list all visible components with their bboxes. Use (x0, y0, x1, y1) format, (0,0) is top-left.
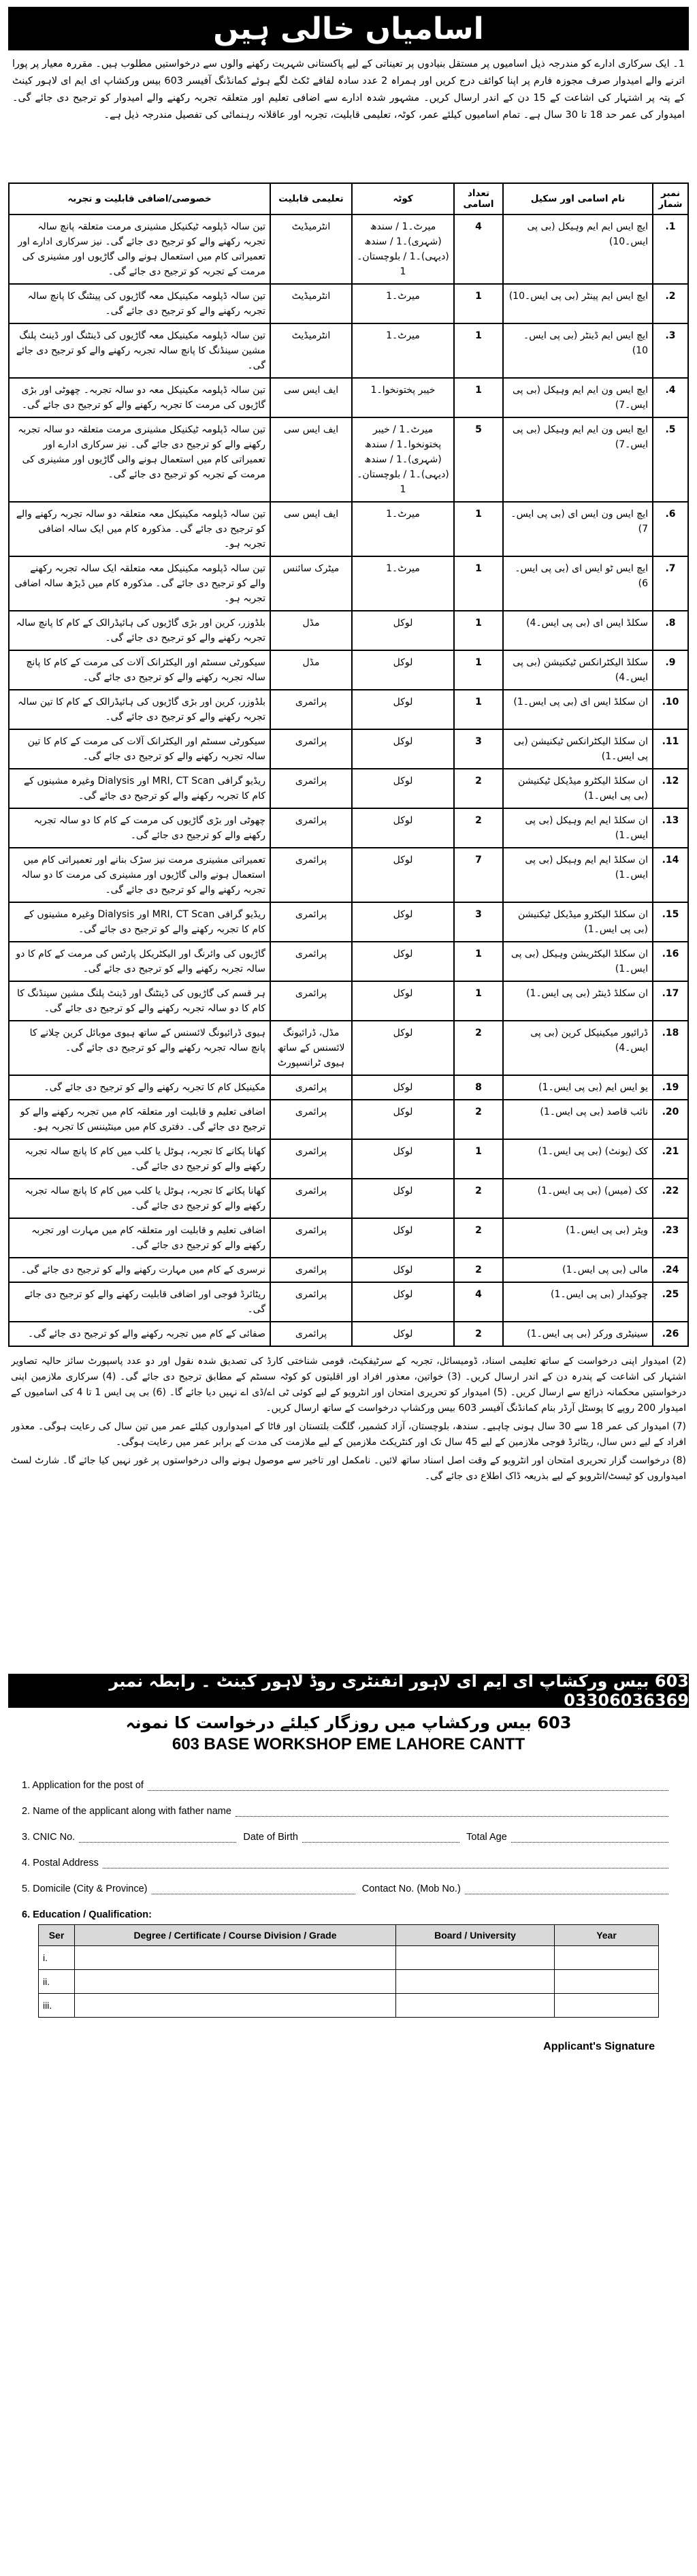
serial-cell: 7. (653, 556, 688, 611)
qualification-cell: پرائمری (270, 1075, 352, 1100)
post-cell: ان سکلڈ الیکٹرو میڈیکل ٹیکنیشن (بی پی ایس۔1) (503, 769, 653, 808)
table-row (9, 556, 688, 611)
post-cell: سکلڈ الیکٹرانکس ٹیکنیشن (بی پی ایس۔4) (503, 650, 653, 690)
post-cell: یو ایس ایم (بی پی ایس۔1) (503, 1075, 653, 1100)
quantity-cell: 2 (454, 1258, 503, 1282)
quota-cell: لوکل (352, 650, 454, 690)
table-row (9, 1100, 688, 1139)
quantity-cell: 3 (454, 902, 503, 942)
quota-cell: لوکل (352, 942, 454, 981)
quota-cell: میرٹ۔1 (352, 323, 454, 378)
edu-year-cell[interactable] (555, 1946, 659, 1970)
edu-degree-cell[interactable] (75, 1946, 396, 1970)
post-cell: نائب قاصد (بی پی ایس۔1) (503, 1100, 653, 1139)
education-label: 6. Education / Qualification: (22, 1909, 152, 1920)
contact-label: Contact No. (Mob No.) (361, 1883, 461, 1894)
serial-cell: 18. (653, 1021, 688, 1075)
application-form (8, 1765, 689, 2053)
table-row (9, 502, 688, 556)
edu-degree-cell[interactable] (75, 1994, 396, 2018)
experience-cell: تین سالہ ڈپلومہ مکینیکل معہ گاڑیوں کی پینٹنگ کا پانچ سالہ تجربہ رکھنے والے کو ترجیح دی جائے گی۔ (9, 284, 270, 323)
table-row (9, 1218, 688, 1258)
quantity-cell: 5 (454, 417, 503, 502)
serial-cell: 24. (653, 1258, 688, 1282)
edu-header-year: Year (555, 1925, 659, 1946)
table-row (9, 417, 688, 502)
quantity-cell: 1 (454, 690, 503, 729)
table-row (9, 981, 688, 1021)
experience-cell: ریٹائرڈ فوجی اور اضافی قابلیت رکھنے والے کو ترجیح دی جائے گی۔ (9, 1282, 270, 1322)
table-row (9, 690, 688, 729)
serial-cell: 1. (653, 214, 688, 284)
quantity-cell: 3 (454, 729, 503, 769)
qualification-cell: پرائمری (270, 690, 352, 729)
experience-cell: تعمیراتی مشینری مرمت نیز سڑک بنانے اور تعمیراتی کام میں استعمال ہونے والی گاڑیوں اور مشینری کی مرمت کا دو سالہ تجربہ رکھنے والے کو ترجیح دی جائے گی۔ (9, 848, 270, 902)
post-cell: مالی (بی پی ایس۔1) (503, 1258, 653, 1282)
header-post: نام اسامی اور سکیل (503, 183, 653, 214)
table-row (9, 1139, 688, 1179)
quantity-cell: 2 (454, 1218, 503, 1258)
qualification-cell: پرائمری (270, 942, 352, 981)
table-row (9, 611, 688, 650)
name-field[interactable] (236, 1805, 668, 1817)
serial-cell: 4. (653, 378, 688, 417)
experience-cell: کھانا پکانے کا تجربہ، ہوٹل یا کلب میں کام کا پانچ سالہ تجربہ رکھنے والے کو ترجیح دی جائے گی۔ (9, 1139, 270, 1179)
experience-cell: ریڈیو گرافی MRI, CT Scan اور Dialysis وغیرہ مشینوں کے کام کا تجربہ رکھنے والے کو ترجیح دی جائے گی۔ (9, 769, 270, 808)
edu-ser: i. (39, 1946, 75, 1970)
post-field[interactable] (148, 1779, 668, 1791)
quota-cell: لوکل (352, 1218, 454, 1258)
post-cell: ان سکلڈ الیکٹرانکس ٹیکنیشن (بی پی ایس۔1) (503, 729, 653, 769)
qualification-cell: انٹرمیڈیٹ (270, 323, 352, 378)
experience-cell: اضافی تعلیم و قابلیت اور متعلقہ کام میں مہارت اور تجربہ رکھنے والے کو ترجیح دی جائے گی۔ (9, 1218, 270, 1258)
edu-board-cell[interactable] (396, 1970, 555, 1994)
quota-cell: میرٹ۔1 (352, 502, 454, 556)
quota-cell: لوکل (352, 848, 454, 902)
table-row (9, 769, 688, 808)
post-cell: ایچ ایس ون ایم ایم وہیکل (بی پی ایس۔7) (503, 417, 653, 502)
qualification-cell: پرائمری (270, 1282, 352, 1322)
serial-cell: 3. (653, 323, 688, 378)
qualification-cell: میٹرک سائنس (270, 556, 352, 611)
serial-cell: 22. (653, 1179, 688, 1218)
quota-cell: میرٹ۔1 (352, 556, 454, 611)
quantity-cell: 2 (454, 1021, 503, 1075)
table-row (9, 284, 688, 323)
post-cell: ان سکلڈ الیکٹریشن وہیکل (بی پی ایس۔1) (503, 942, 653, 981)
post-cell: ان سکلڈ الیکٹرو میڈیکل ٹیکنیشن (بی پی ایس۔1) (503, 902, 653, 942)
name-label: 2. Name of the applicant along with father name (22, 1806, 231, 1817)
table-header-row (9, 183, 688, 214)
contact-banner: 603 بیس ورکشاپ ای ایم ای لاہور انفنٹری روڈ لاہور کینٹ ۔ رابطہ نمبر 03306036369 (8, 1674, 689, 1708)
serial-cell: 25. (653, 1282, 688, 1322)
post-cell: ویٹر (بی پی ایس۔1) (503, 1218, 653, 1258)
table-row (9, 1282, 688, 1322)
quota-cell: لوکل (352, 1258, 454, 1282)
quantity-cell: 1 (454, 981, 503, 1021)
table-row (9, 902, 688, 942)
header-quota: کوٹہ (352, 183, 454, 214)
qualification-cell: ایف ایس سی (270, 502, 352, 556)
experience-cell: تین سالہ ڈپلومہ مکینیکل معہ متعلقہ ایک سالہ تجربہ رکھنے والے کو ترجیح دی جائے گی۔ مذکورہ کام میں ڈیڑھ سالہ اضافی تجربہ ہو۔ (9, 556, 270, 611)
advertisement-page (8, 7, 689, 2560)
post-cell: ایچ ایس ایم ایم وہیکل (بی پی ایس۔10) (503, 214, 653, 284)
education-row (39, 1970, 659, 1994)
qualification-cell: ایف ایس سی (270, 417, 352, 502)
quantity-cell: 1 (454, 611, 503, 650)
qualification-cell: مڈل، ڈرائیونگ لائسنس کے ساتھ ہیوی ٹرانسپورٹ (270, 1021, 352, 1075)
experience-cell: سیکورٹی سسٹم اور الیکٹرانک آلات کی مرمت کے کام کا تین سالہ تجربہ رکھنے والے کو ترجیح دی جائے گی۔ (9, 729, 270, 769)
serial-cell: 9. (653, 650, 688, 690)
qualification-cell: پرائمری (270, 1258, 352, 1282)
quota-cell: لوکل (352, 690, 454, 729)
applicant-signature: Applicant's Signature (543, 2041, 655, 2052)
post-cell: کک (میس) (بی پی ایس۔1) (503, 1179, 653, 1218)
serial-cell: 5. (653, 417, 688, 502)
table-row (9, 1179, 688, 1218)
post-cell: سینیٹری ورکر (بی پی ایس۔1) (503, 1322, 653, 1346)
header-sr: نمبر شمار (653, 183, 688, 214)
quantity-cell: 4 (454, 1282, 503, 1322)
form-title-english: 603 BASE WORKSHOP EME LAHORE CANTT (172, 1735, 525, 1753)
note-paragraph: (2) امیدوار اپنی درخواست کے ساتھ تعلیمی اسناد، ڈومیسائل، تجربہ کے سرٹیفکیٹ، قومی شناختی کارڈ کی تصدیق شدہ نقول اور دو عدد پاسپورٹ سائز حالیہ تصاویر اشتہار کی اشاعت کے پندرہ دن کے اندر ارسال کریں۔ (3) خواتین، معذور افراد اور اقلیتوں کو کوٹہ سسٹم کے مطابق ترجیح دی جائے گی۔ (4) سرکاری ملازمین اپنی درخواستیں محکمانہ ذرائع سے ارسال کریں۔ (5) امیدوار کو تحریری امتحان اور انٹرویو کے لیے کوئی ٹی اے/ڈی اے نہیں دیا جائے گا۔ (6) بی پی ایس 1 تا 4 کی اسامیوں کے امیدوار 200 روپے کا پوسٹل آرڈر بنام کمانڈنگ آفیسر 603 بیس ورکشاپ درخواست کے ساتھ ارسال کریں۔ (11, 1356, 686, 1414)
education-row (39, 1946, 659, 1970)
qualification-cell: انٹرمیڈیٹ (270, 284, 352, 323)
post-cell: ان سکلڈ ایم ایم وہیکل (بی پی ایس۔1) (503, 808, 653, 848)
post-cell: کک (یونٹ) (بی پی ایس۔1) (503, 1139, 653, 1179)
address-field[interactable] (103, 1857, 668, 1869)
qualification-cell: ایف ایس سی (270, 378, 352, 417)
qualification-cell: پرائمری (270, 808, 352, 848)
qualification-cell: پرائمری (270, 981, 352, 1021)
experience-cell: بلڈوزر، کرین اور بڑی گاڑیوں کی ہائیڈرالک کے کام کا پانچ سالہ تجربہ رکھنے والے کو ترجیح دی جائے گی۔ (9, 611, 270, 650)
quantity-cell: 2 (454, 769, 503, 808)
quantity-cell: 2 (454, 1322, 503, 1346)
address-label: 4. Postal Address (22, 1858, 99, 1869)
serial-cell: 16. (653, 942, 688, 981)
education-table (38, 1924, 659, 2018)
quota-cell: لوکل (352, 1282, 454, 1322)
qualification-cell: پرائمری (270, 769, 352, 808)
quota-cell: میرٹ۔1 / سندھ (شہری)۔1 / سندھ (دیہی)۔1 / بلوچستان۔1 (352, 214, 454, 284)
serial-cell: 13. (653, 808, 688, 848)
experience-cell: نرسری کے کام میں مہارت رکھنے والے کو ترجیح دی جائے گی۔ (9, 1258, 270, 1282)
table-row (9, 808, 688, 848)
experience-cell: ریڈیو گرافی MRI, CT Scan اور Dialysis وغیرہ مشینوں کے کام کا تجربہ رکھنے والے کو ترجیح دی جائے گی۔ (9, 902, 270, 942)
edu-header-degree: Degree / Certificate / Course Division / Grade (75, 1925, 396, 1946)
experience-cell: تین سالہ ڈپلومہ ٹیکنیکل مشینری مرمت متعلقہ دو سالہ تجربہ رکھنے والے کو ترجیح دی جائے گی۔ نیز سرکاری ادارے اور تعمیراتی کام میں استعمال ہونے والی گاڑیوں اور مشینری کی مرمت کے تجربہ کو ترجیح دی جائے گی۔ (9, 417, 270, 502)
serial-cell: 11. (653, 729, 688, 769)
quantity-cell: 2 (454, 1100, 503, 1139)
quota-cell: لوکل (352, 902, 454, 942)
edu-board-cell[interactable] (396, 1946, 555, 1970)
intro-paragraph: 1۔ ایک سرکاری ادارے کو مندرجہ ذیل اسامیوں پر مستقل بنیادوں پر تعیناتی کے لیے پاکستانی شہریت رکھنے والوں سے درخواستیں مطلوب ہیں۔ مقررہ معیار پر پورا اترنے والے امیدوار صرف مجوزہ فارم پر اپنا کوائف درج کریں اور ہمراہ 2 عدد سادہ لفافے ٹکٹ لگے ہوئے کمانڈنگ آفیسر 603 بیس ورکشاپ ای ایم ای لاہور کینٹ کے پتہ پر اشتہار کی اشاعت کے 15 دن کے اندر ارسال کریں۔ مشہور شدہ ادارے سے اضافی تعلیم اور متعلقہ تجربہ رکھنے والے امیدوار کو ترجیح دی جائے گی۔ امیدوار کی عمر حد 18 تا 30 سال ہے۔ تمام اسامیوں کیلئے عمر، کوٹہ، تعلیمی قابلیت، تجربہ اور عاقلانہ رہنمائی کی تفصیل مندرجہ ذیل ہے۔ (12, 59, 685, 121)
serial-cell: 23. (653, 1218, 688, 1258)
notes-section (11, 1354, 686, 1667)
quota-cell: لوکل (352, 729, 454, 769)
quota-cell: لوکل (352, 611, 454, 650)
quantity-cell: 1 (454, 1139, 503, 1179)
quantity-cell: 4 (454, 214, 503, 284)
quantity-cell: 1 (454, 284, 503, 323)
quantity-cell: 8 (454, 1075, 503, 1100)
table-row (9, 1322, 688, 1346)
quantity-cell: 1 (454, 323, 503, 378)
vacancy-table (8, 182, 689, 1347)
edu-year-cell[interactable] (555, 1994, 659, 2018)
serial-cell: 2. (653, 284, 688, 323)
quota-cell: لوکل (352, 1075, 454, 1100)
table-row (9, 848, 688, 902)
serial-cell: 17. (653, 981, 688, 1021)
serial-cell: 6. (653, 502, 688, 556)
quota-cell: لوکل (352, 1139, 454, 1179)
dob-field[interactable] (302, 1831, 459, 1843)
dob-label: Date of Birth (243, 1832, 298, 1843)
edu-ser: iii. (39, 1994, 75, 2018)
experience-cell: تین سالہ ڈپلومہ مکینیکل معہ متعلقہ دو سالہ تجربہ رکھنے والے کو ترجیح دی جائے گی۔ مذکورہ کام میں ایک سالہ اضافی تجربہ ہو۔ (9, 502, 270, 556)
post-cell: سکلڈ ایس ای (بی پی ایس۔4) (503, 611, 653, 650)
quantity-cell: 1 (454, 378, 503, 417)
post-cell: ان سکلڈ ایس ای (بی پی ایس۔1) (503, 690, 653, 729)
education-header-row (39, 1925, 659, 1946)
quota-cell: لوکل (352, 769, 454, 808)
age-field[interactable] (511, 1831, 668, 1843)
cnic-field[interactable] (79, 1831, 236, 1843)
qualification-cell: پرائمری (270, 1322, 352, 1346)
experience-cell: بلڈوزر، کرین اور بڑی گاڑیوں کی ہائیڈرالک کے کام کا تین سالہ تجربہ رکھنے والے کو ترجیح دی جائے گی۔ (9, 690, 270, 729)
experience-cell: تین سالہ ڈپلومہ ٹیکنیکل مشینری مرمت متعلقہ پانچ سالہ تجربہ رکھنے والے کو ترجیح دی جائے گی۔ نیز سرکاری ادارے اور تعمیراتی کام میں استعمال ہونے والی گاڑیوں اور مشینری کی مرمت کے تجربہ کو ترجیح دی جائے گی۔ (9, 214, 270, 284)
serial-cell: 12. (653, 769, 688, 808)
contact-field[interactable] (465, 1883, 668, 1894)
post-cell: ان سکلڈ ایم ایم وہیکل (بی پی ایس۔1) (503, 848, 653, 902)
qualification-cell: پرائمری (270, 729, 352, 769)
experience-cell: تین سالہ ڈپلومہ مکینیکل معہ گاڑیوں کی ڈینٹنگ اور ڈینٹ پلنگ مشین سینڈنگ کا پانچ سالہ تجربہ رکھنے والے کو ترجیح دی جائے گی۔ (9, 323, 270, 378)
header-experience: خصوصی/اضافی قابلیت و تجربہ (9, 183, 270, 214)
form-title-urdu: 603 بیس ورکشاپ میں روزگار کیلئے درخواست کا نمونہ (125, 1713, 572, 1732)
edu-board-cell[interactable] (396, 1994, 555, 2018)
serial-cell: 20. (653, 1100, 688, 1139)
experience-cell: ہیوی ڈرائیونگ لائسنس کے ساتھ ہیوی موبائل کرین چلانے کا پانچ سالہ تجربہ رکھنے والے کو ترجیح دی جائے گی۔ (9, 1021, 270, 1075)
qualification-cell: مڈل (270, 650, 352, 690)
serial-cell: 15. (653, 902, 688, 942)
quota-cell: لوکل (352, 1021, 454, 1075)
quota-cell: لوکل (352, 1322, 454, 1346)
note-paragraph: (8) درخواست گزار تحریری امتحان اور انٹرویو کے وقت اصل اسناد ساتھ لائیں۔ نامکمل اور تاخیر سے موصول ہونے والی درخواستوں پر غور نہیں کیا جائے گا۔ شارٹ لسٹ امیدواروں کو ٹیسٹ/انٹرویو کے لیے بذریعہ ڈاک اطلاع دی جائے گی۔ (11, 1455, 686, 1482)
post-cell: ایچ ایس ایم پینٹر (بی پی ایس۔10) (503, 284, 653, 323)
table-row (9, 1258, 688, 1282)
experience-cell: تین سالہ ڈپلومہ مکینیکل معہ دو سالہ تجربہ۔ چھوٹی اور بڑی گاڑیوں کی مرمت کا تجربہ رکھنے والے کو ترجیح دی جائے گی۔ (9, 378, 270, 417)
serial-cell: 19. (653, 1075, 688, 1100)
qualification-cell: مڈل (270, 611, 352, 650)
qualification-cell: پرائمری (270, 902, 352, 942)
quantity-cell: 1 (454, 502, 503, 556)
post-cell: چوکیدار (بی پی ایس۔1) (503, 1282, 653, 1322)
quota-cell: لوکل (352, 1100, 454, 1139)
table-row (9, 214, 688, 284)
cnic-label: 3. CNIC No. (22, 1832, 76, 1843)
experience-cell: اضافی تعلیم و قابلیت اور متعلقہ کام میں تجربہ رکھنے والے کو ترجیح دی جائے گی۔ دفتری کام میں مینٹیننس کا تجربہ ہو۔ (9, 1100, 270, 1139)
edu-ser: ii. (39, 1970, 75, 1994)
table-row (9, 323, 688, 378)
post-cell: ایچ ایس ون ایس ای (بی پی ایس۔7) (503, 502, 653, 556)
age-label: Total Age (466, 1832, 507, 1843)
quantity-cell: 1 (454, 650, 503, 690)
quantity-cell: 2 (454, 808, 503, 848)
serial-cell: 14. (653, 848, 688, 902)
vacancy-rows (9, 214, 688, 1346)
qualification-cell: پرائمری (270, 1100, 352, 1139)
table-row (9, 942, 688, 981)
post-cell: ایچ ایس ایم ڈینٹر (بی پی ایس۔10) (503, 323, 653, 378)
domicile-label: 5. Domicile (City & Province) (22, 1883, 148, 1894)
qualification-cell: پرائمری (270, 848, 352, 902)
experience-cell: ہر قسم کی گاڑیوں کی ڈینٹنگ اور ڈینٹ پلنگ مشین سینڈنگ کا کام کا دو سالہ تجربہ رکھنے والے کو ترجیح دی جائے گی۔ (9, 981, 270, 1021)
education-row (39, 1994, 659, 2018)
experience-cell: چھوٹی اور بڑی گاڑیوں کی مرمت کے کام کا دو سالہ تجربہ رکھنے والے کو ترجیح دی جائے گی۔ (9, 808, 270, 848)
quota-cell: میرٹ۔1 (352, 284, 454, 323)
quantity-cell: 1 (454, 942, 503, 981)
serial-cell: 26. (653, 1322, 688, 1346)
post-cell: ان سکلڈ ڈینٹر (بی پی ایس۔1) (503, 981, 653, 1021)
post-cell: ایچ ایس ون ایم ایم وہیکل (بی پی ایس۔7) (503, 378, 653, 417)
post-cell: ڈرائیور میکینیکل کرین (بی پی ایس۔4) (503, 1021, 653, 1075)
quota-cell: لوکل (352, 808, 454, 848)
header-qty: تعداد اسامی (454, 183, 503, 214)
table-row (9, 378, 688, 417)
header-qualification: تعلیمی قابلیت (270, 183, 352, 214)
edu-degree-cell[interactable] (75, 1970, 396, 1994)
experience-cell: گاڑیوں کی وائرنگ اور الیکٹریکل پارٹس کی مرمت کے کام کا دو سالہ تجربہ رکھنے والے کو ترجیح دی جائے گی۔ (9, 942, 270, 981)
table-row (9, 1021, 688, 1075)
table-row (9, 650, 688, 690)
quota-cell: میرٹ۔1 / خیبر پختونخوا۔1 / سندھ (شہری)۔1 / سندھ (دیہی)۔1 / بلوچستان۔1 (352, 417, 454, 502)
quantity-cell: 1 (454, 556, 503, 611)
serial-cell: 10. (653, 690, 688, 729)
quota-cell: لوکل (352, 1179, 454, 1218)
page-title: اسامیاں خالی ہیں (8, 7, 689, 50)
post-cell: ایچ ایس ٹو ایس ای (بی پی ایس۔6) (503, 556, 653, 611)
edu-year-cell[interactable] (555, 1970, 659, 1994)
serial-cell: 21. (653, 1139, 688, 1179)
experience-cell: صفائی کے کام میں تجربہ رکھنے والے کو ترجیح دی جائے گی۔ (9, 1322, 270, 1346)
post-label: 1. Application for the post of (22, 1780, 144, 1791)
quota-cell: لوکل (352, 981, 454, 1021)
serial-cell: 8. (653, 611, 688, 650)
domicile-field[interactable] (152, 1883, 355, 1894)
experience-cell: مکینیکل کام کا تجربہ رکھنے والے کو ترجیح دی جائے گی۔ (9, 1075, 270, 1100)
quota-cell: خیبر پختونخوا۔1 (352, 378, 454, 417)
quantity-cell: 7 (454, 848, 503, 902)
note-paragraph: (7) امیدوار کی عمر 18 سے 30 سال ہونی چاہیے۔ سندھ، بلوچستان، آزاد کشمیر، گلگت بلتستان اور فاٹا کے امیدواروں کیلئے عمر میں تین سال کی رعایت ہوگی۔ معذور افراد کے لیے دس سال، ریٹائرڈ فوجی ملازمین کے لیے 45 سال تک اور کنٹریکٹ ملازمین کے لیے ملازمت کی مدت کے برابر عمر میں رعایت ہوگی۔ (11, 1421, 686, 1448)
experience-cell: سیکورٹی سسٹم اور الیکٹرانک آلات کی مرمت کے کام کا پانچ سالہ تجربہ رکھنے والے کو ترجیح دی جائے گی۔ (9, 650, 270, 690)
table-row (9, 1075, 688, 1100)
quantity-cell: 2 (454, 1179, 503, 1218)
qualification-cell: انٹرمیڈیٹ (270, 214, 352, 284)
qualification-cell: پرائمری (270, 1179, 352, 1218)
experience-cell: کھانا پکانے کا تجربہ، ہوٹل یا کلب میں کام کا پانچ سالہ تجربہ رکھنے والے کو ترجیح دی جائے گی۔ (9, 1179, 270, 1218)
edu-header-board: Board / University (396, 1925, 555, 1946)
qualification-cell: پرائمری (270, 1139, 352, 1179)
table-row (9, 729, 688, 769)
qualification-cell: پرائمری (270, 1218, 352, 1258)
edu-header-ser: Ser (39, 1925, 75, 1946)
